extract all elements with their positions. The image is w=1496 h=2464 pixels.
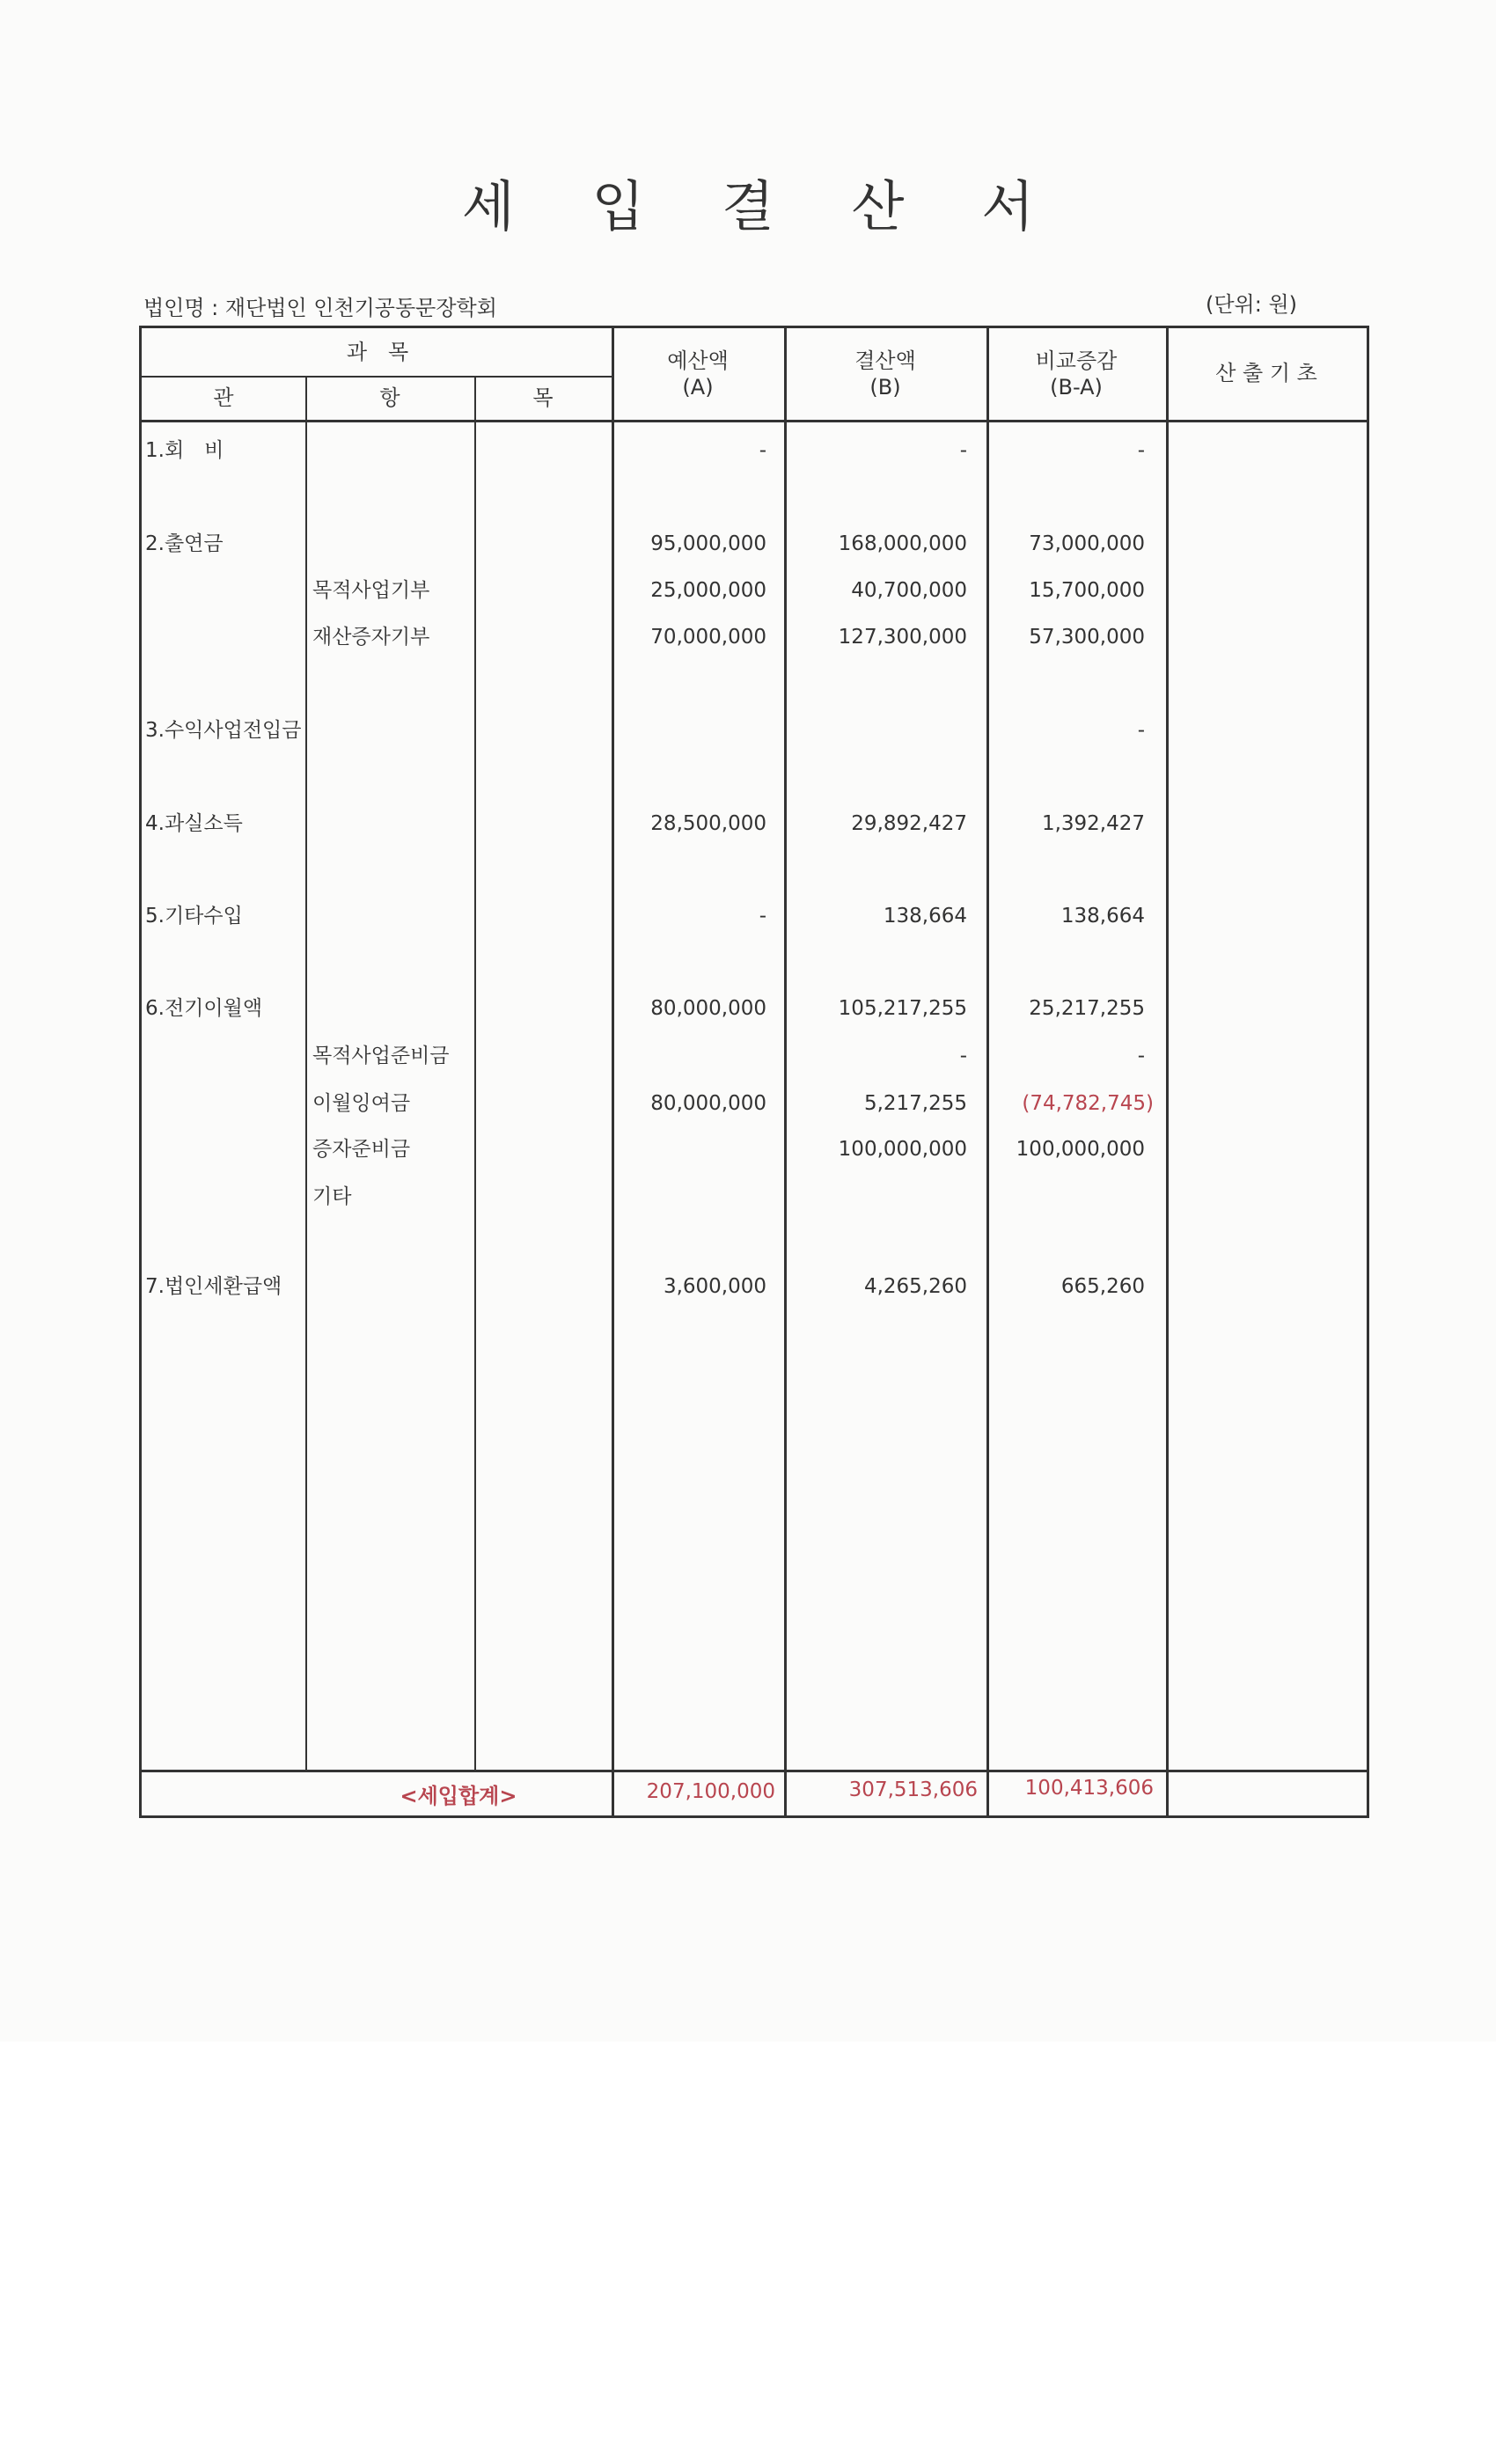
- row-budget: 80,000,000: [650, 997, 766, 1020]
- col-divider-budget: [784, 328, 787, 1815]
- corporation-name: 법인명 : 재단법인 인천기공동문장학회: [143, 296, 497, 320]
- row-settle: 127,300,000: [838, 626, 967, 649]
- row-diff-negative: (74,782,745): [1022, 1092, 1154, 1115]
- row-diff: 1,392,427: [1041, 812, 1145, 835]
- header-subject: 과 목: [346, 340, 409, 364]
- row-diff: 25,217,255: [1029, 997, 1145, 1020]
- row-gwan: 5.기타수입: [145, 905, 243, 928]
- row-settle: 5,217,255: [863, 1092, 967, 1115]
- row-settle: 168,000,000: [838, 532, 967, 555]
- total-row-line: [142, 1770, 1367, 1772]
- row-hang: 목적사업준비금: [312, 1045, 450, 1067]
- unit-label: (단위: 원): [1206, 292, 1297, 317]
- total-label: <세입합계>: [400, 1784, 517, 1808]
- header-settle-line2: (B): [869, 375, 901, 400]
- row-settle: 4,265,260: [863, 1275, 967, 1298]
- total-diff: 100,413,606: [1024, 1777, 1154, 1800]
- row-settle: 29,892,427: [851, 812, 967, 835]
- row-hang: 이월잉여금: [312, 1092, 411, 1115]
- row-gwan: 6.전기이월액: [145, 997, 263, 1020]
- header-diff-line1: 비교증감: [1035, 348, 1118, 373]
- row-gwan: 3.수익사업전입금: [145, 719, 302, 742]
- row-diff: 73,000,000: [1029, 532, 1145, 555]
- row-hang: 기타: [312, 1185, 352, 1208]
- col-divider-hang: [474, 376, 476, 1770]
- row-settle: 105,217,255: [838, 997, 967, 1020]
- row-settle: 100,000,000: [838, 1138, 967, 1161]
- row-diff: -: [1137, 1045, 1145, 1067]
- col-divider-gwan: [305, 376, 307, 1770]
- col-divider-diff: [1166, 328, 1169, 1815]
- row-diff: -: [1137, 719, 1145, 742]
- header-diff-line2: (B-A): [1050, 375, 1103, 400]
- row-diff: 100,000,000: [1016, 1138, 1145, 1161]
- row-hang: 증자준비금: [312, 1138, 411, 1161]
- row-diff: 57,300,000: [1029, 626, 1145, 649]
- row-settle: -: [959, 1045, 967, 1067]
- total-settle: 307,513,606: [848, 1778, 978, 1801]
- header-hang: 항: [379, 385, 400, 410]
- header-diff: [986, 348, 1166, 400]
- row-diff: 138,664: [1060, 905, 1145, 928]
- row-budget: 3,600,000: [663, 1275, 766, 1298]
- header-mok: 목: [532, 385, 554, 410]
- header-settle-line1: 결산액: [854, 348, 916, 373]
- row-settle: -: [959, 439, 967, 462]
- row-gwan: 4.과실소득: [145, 812, 243, 835]
- row-gwan: 2.출연금: [145, 532, 224, 555]
- header-budget-line1: 예산액: [667, 348, 729, 373]
- header-budget: [612, 348, 784, 400]
- row-diff: 665,260: [1060, 1275, 1145, 1298]
- row-diff: -: [1137, 439, 1145, 462]
- revenue-settlement-table: [139, 326, 1369, 1818]
- header-basis: 산 출 기 초: [1215, 361, 1317, 385]
- row-budget: 95,000,000: [650, 532, 766, 555]
- total-budget: 207,100,000: [646, 1780, 775, 1803]
- row-budget: 70,000,000: [650, 626, 766, 649]
- row-hang: 재산증자기부: [312, 626, 430, 649]
- row-gwan: 7.법인세환급액: [145, 1275, 282, 1298]
- row-budget: 80,000,000: [650, 1092, 766, 1115]
- row-budget: -: [759, 439, 766, 462]
- row-budget: -: [759, 905, 766, 928]
- row-hang: 목적사업기부: [312, 579, 430, 602]
- header-budget-line2: (A): [682, 375, 714, 400]
- header-settle: [784, 348, 986, 400]
- row-settle: 138,664: [883, 905, 967, 928]
- row-diff: 15,700,000: [1029, 579, 1145, 602]
- row-budget: 28,500,000: [650, 812, 766, 835]
- header-divider-subject: [142, 376, 613, 378]
- document-title: 세 입 결 산 서: [461, 174, 1065, 238]
- row-gwan: 1.회 비: [145, 439, 224, 462]
- header-gwan: 관: [213, 385, 234, 410]
- header-bottom-line: [142, 420, 1367, 422]
- row-budget: 25,000,000: [650, 579, 766, 602]
- row-settle: 40,700,000: [851, 579, 967, 602]
